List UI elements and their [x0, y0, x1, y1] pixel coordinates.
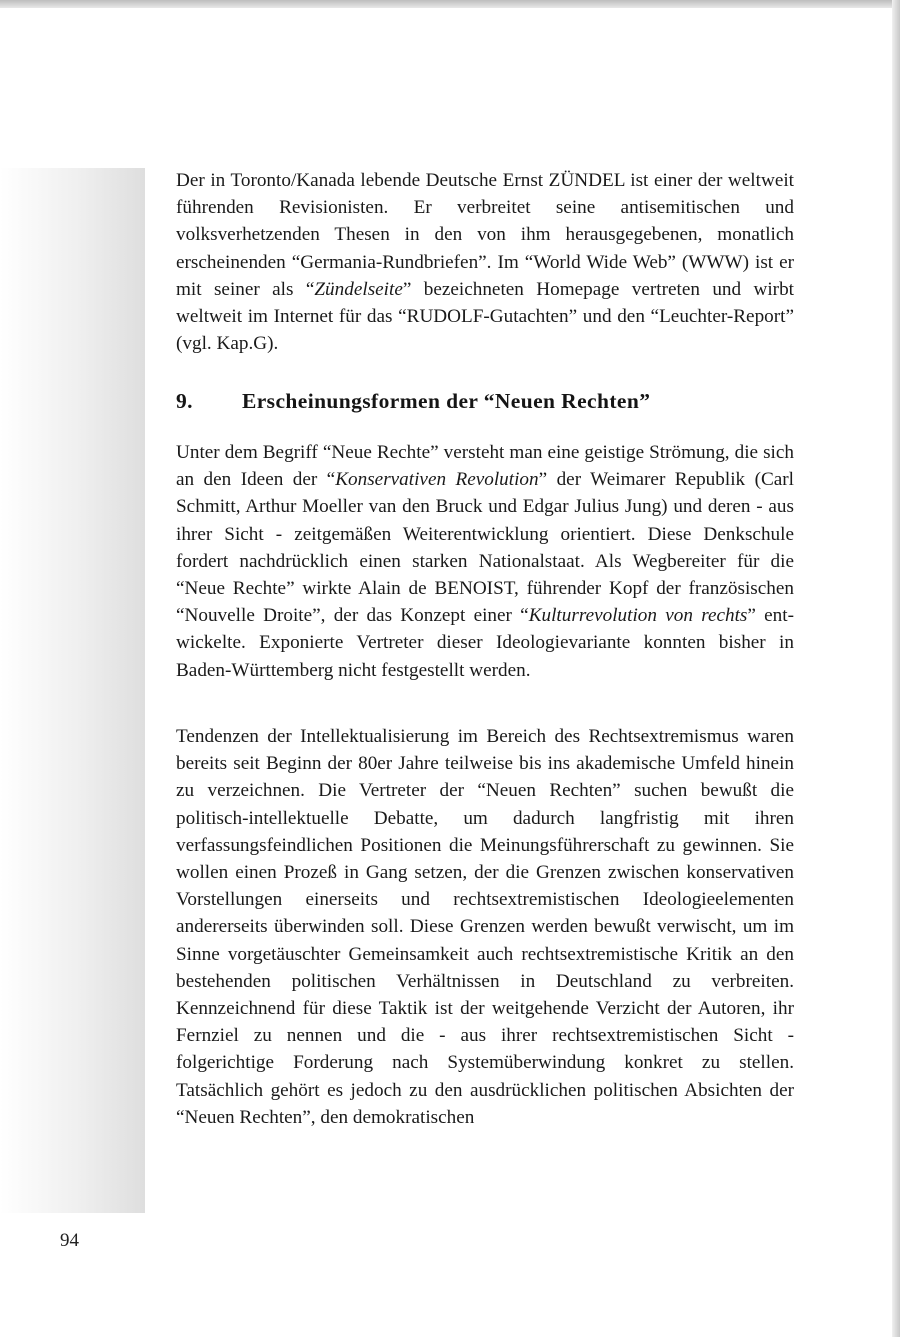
scan-gutter-shade — [0, 168, 145, 1213]
page-number: 94 — [60, 1230, 79, 1251]
paragraph-1-text-b: ” bezeichneten Homepage vertreten und wirbt weltweit im Internet für das “RUDOLF-Gutachten” und den “Leuchter-Report” (vgl. Kap.G). — [176, 278, 794, 355]
paragraph-2-italic-kulturrevolution: Kulturrevolution von rechts — [528, 605, 748, 627]
scan-right-edge — [892, 0, 900, 1337]
paragraph-2-text-c: ” entwickelte. Exponierte Vertreter dieser Ideologievariante konnten bisher in Baden-Württemberg nicht festgestellt werden. — [176, 605, 795, 681]
paragraph-1-text-a: Der in Toronto/Kanada lebende Deutsche Ernst ZÜNDEL ist einer der weltweit führenden Revisionisten. Er verbreitet seine antisemitischen und volksverhetzenden Thesen in den von ihm herausgegebenen, monatlich erscheinenden “Germania-Rundbriefen”. Im “World Wide Web” (WWW) ist er mit seiner als “ — [176, 170, 794, 300]
paragraph-2-italic-konservative-revolution: Konservativen Revolution — [335, 469, 539, 491]
paragraph-2 — [176, 439, 794, 684]
section-heading — [176, 389, 794, 414]
paragraph-1 — [176, 167, 794, 357]
section-title: Erscheinungsformen der “Neuen Rechten” — [242, 389, 651, 413]
section-number: 9. — [176, 389, 193, 413]
paragraph-3-text: Tendenzen der Intellektualisierung im Bereich des Rechtsextremismus waren bereits seit Beginn der 80er Jahre teilweise bis ins akademische Umfeld hinein zu verzeichnen. Die Vertreter der “Neuen Rechten” suchen bewußt die politisch-intellektuelle Debatte, um dadurch langfristig mit ihren verfassungsfeindlichen Positionen die Meinungsführerschaft zu gewinnen. Sie wollen einen Prozeß in Gang setzen, der die Grenzen zwischen konservativen Vorstellungen einerseits und rechtsextremistischen Ideologieelementen andererseits überwinden soll. Diese Grenzen werden bewußt verwischt, um im Sinne vorgetäuschter Gemeinsamkeit auch rechtsextremistische Kritik an den bestehenden politischen Verhältnissen in Deutschland zu verbreiten. Kennzeichnend für diese Taktik ist der weitgehende Verzicht der Autoren, ihr Fernziel zu nennen und die - aus ihrer rechtsextremistischen Sicht - folgerichtige Forderung nach Systemüberwindung konkret zu stellen. Tatsächlich gehört es jedoch zu den ausdrücklichen politischen Absichten der “Neuen Rechten”, den demokratischen — [176, 726, 794, 1128]
paragraph-2-text-b: ” der Weimarer Republik (Carl Schmitt, Arthur Moeller van den Bruck und Edgar Julius Jung) und deren - aus ihrer Sicht - zeitgemäßen Weiterentwicklung orientiert. Diese Denkschule fordert nachdrücklich einen starken Nationalstaat. Als Wegbereiter für die “Neue Rechte” wirkte Alain de BENOIST, führender Kopf der französischen “Nouvelle Droite”, der das Konzept einer “ — [176, 469, 794, 627]
document-page — [0, 8, 893, 1337]
paragraph-3 — [176, 723, 794, 1131]
paragraph-2-text-a: Unter dem Begriff “Neue Rechte” versteht man eine geistige Strömung, die sich an den Ideen der “ — [176, 442, 794, 491]
paragraph-1-italic-zuendelseite: Zündelseite — [314, 278, 403, 300]
